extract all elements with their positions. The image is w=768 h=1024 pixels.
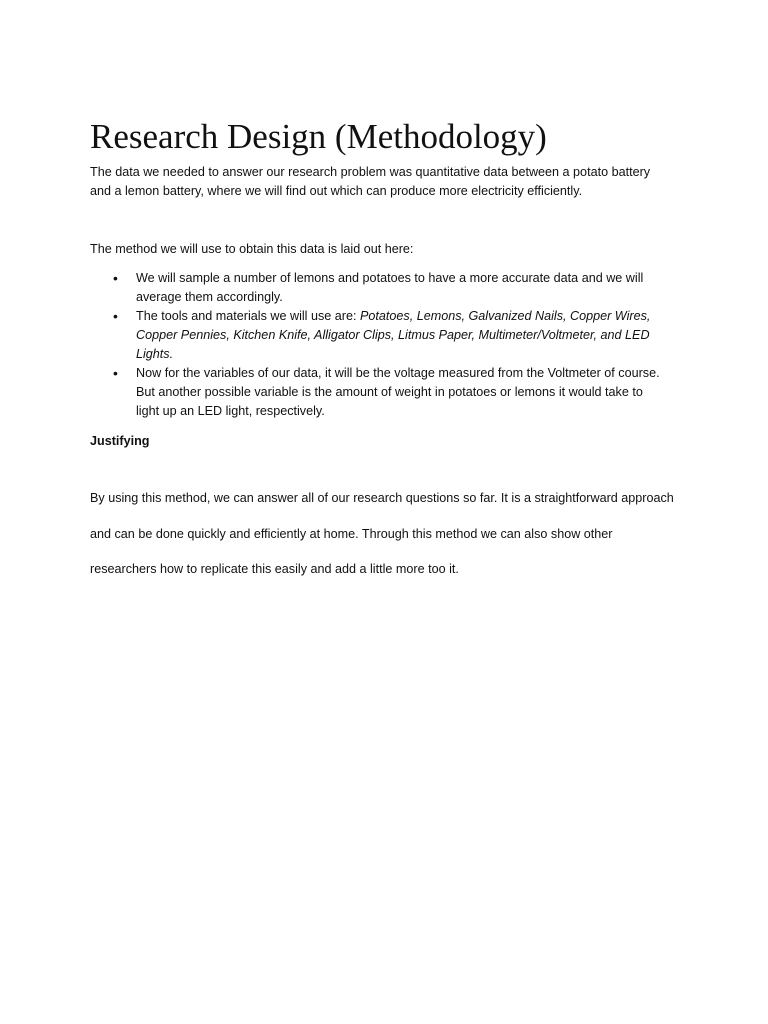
intro-line: and a lemon battery, where we will find out which can produce more electricity efficiently.: [90, 184, 583, 198]
bullet-line: But another possible variable is the amount of weight in potatoes or lemons it would take to: [136, 385, 643, 399]
justify-line: and can be done quickly and efficiently at home. Through this method we can also show other: [90, 526, 613, 541]
method-lead-text: The method we will use to obtain this data is laid out here:: [90, 242, 414, 256]
justifying-paragraph: [90, 489, 700, 596]
bullet-icon: •: [113, 308, 118, 324]
bullet-item-materials: [90, 307, 690, 364]
materials-prefix: The tools and materials we will use are:: [136, 309, 360, 323]
bullet-line: average them accordingly.: [136, 290, 283, 304]
bullet-line: We will sample a number of lemons and potatoes to have a more accurate data and we will: [136, 271, 644, 285]
justify-line: By using this method, we can answer all of our research questions so far. It is a straightforward approach: [90, 491, 674, 505]
justifying-heading: Justifying: [90, 434, 150, 448]
bullet-line: Now for the variables of our data, it will be the voltage measured from the Voltmeter of course.: [136, 366, 660, 380]
method-bullet-list: [90, 269, 690, 421]
justify-line: researchers how to replicate this easily and add a little more too it.: [90, 562, 459, 576]
bullet-icon: •: [113, 270, 118, 286]
materials-list-part-3: Lights.: [136, 347, 174, 361]
bullet-item-sampling: [90, 269, 690, 307]
page-title: Research Design (Methodology): [90, 117, 547, 157]
bullet-line: [136, 307, 690, 326]
intro-line: The data we needed to answer our research problem was quantitative data between a potato battery: [90, 165, 651, 179]
bullet-line: light up an LED light, respectively.: [136, 404, 325, 418]
bullet-item-variables: [90, 364, 690, 421]
intro-paragraph: [90, 163, 690, 201]
materials-list-part-2: Copper Pennies, Kitchen Knife, Alligator Clips, Litmus Paper, Multimeter/Voltmeter, and LED: [136, 328, 650, 342]
bullet-icon: •: [113, 365, 118, 381]
materials-list-part-1: Potatoes, Lemons, Galvanized Nails, Copper Wires,: [360, 309, 651, 323]
